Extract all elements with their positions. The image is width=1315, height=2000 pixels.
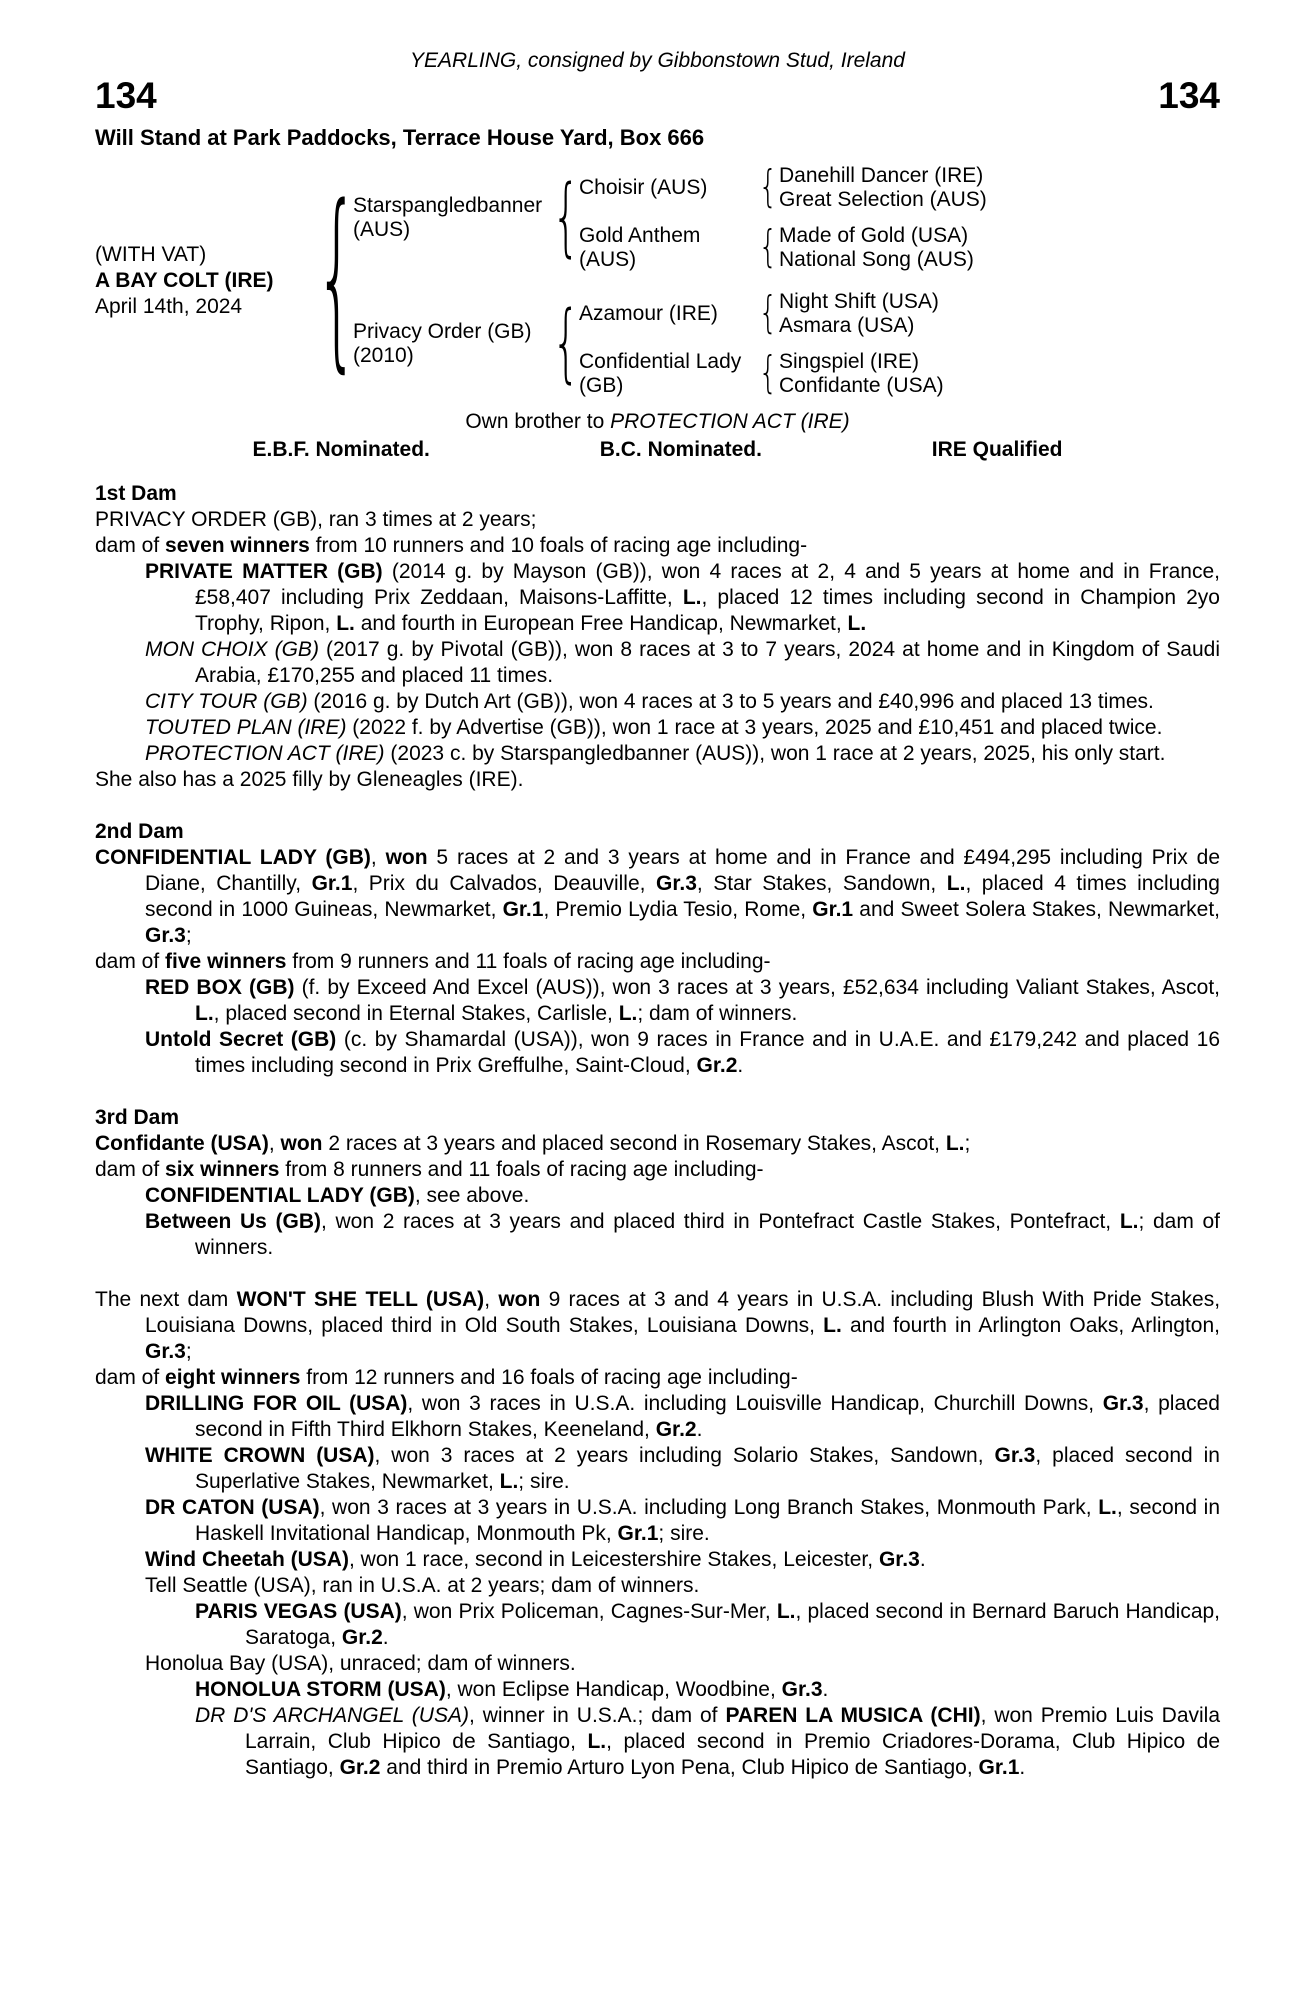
catalog-paragraph xyxy=(95,1703,1220,1781)
plain-text: and third in Premio Arturo Lyon Pena, Club Hipico de Santiago, xyxy=(380,1756,979,1779)
bold-text: Gr.1 xyxy=(502,898,544,921)
brace-glyph: { xyxy=(758,161,778,213)
grandsire-name: Azamour (IRE) xyxy=(579,302,718,325)
bold-text: Gr.1 xyxy=(978,1756,1020,1779)
catalog-paragraph xyxy=(95,559,1220,637)
catalog-paragraph xyxy=(95,1391,1220,1443)
catalog-paragraph xyxy=(95,1651,1220,1677)
bold-text: L. xyxy=(682,586,702,609)
section-next-dam xyxy=(95,1287,1220,1781)
plain-text: (2022 f. by Advertise (GB)), won 1 race at 3 years, 2025 and £10,451 and placed twice. xyxy=(346,716,1163,739)
bold-text: L. xyxy=(618,1002,638,1025)
pedigree-brace-icon xyxy=(757,289,779,339)
great-grandparents xyxy=(779,164,997,212)
great-granddam-name: National Song (AUS) xyxy=(779,248,974,271)
own-brother-prefix: Own brother to xyxy=(465,410,611,433)
plain-text: . xyxy=(382,1626,389,1649)
plain-text: . xyxy=(737,1054,744,1077)
catalog-paragraph xyxy=(95,949,1220,975)
plain-text: , placed 12 times including second in Champion 2yo Trophy, Ripon, xyxy=(195,586,1220,635)
grandsire-name: Choisir (AUS) xyxy=(579,176,708,199)
plain-text: , xyxy=(370,846,386,869)
bold-text: Gr.2 xyxy=(341,1626,383,1649)
brace-glyph: { xyxy=(758,347,778,399)
nomination-bc: B.C. Nominated. xyxy=(599,438,762,461)
granddam-block xyxy=(579,349,997,399)
own-brother-line xyxy=(95,409,1220,435)
stand-location-line: Will Stand at Park Paddocks, Terrace House Yard, Box 666 xyxy=(95,125,705,150)
bold-text: Between Us (GB) xyxy=(145,1210,322,1233)
bold-text: L. xyxy=(195,1002,214,1025)
grandsire-block xyxy=(579,163,997,213)
catalog-paragraph xyxy=(95,1443,1220,1495)
plain-text: ; dam of winners. xyxy=(637,1002,798,1025)
pedigree-tree xyxy=(353,163,997,399)
plain-text: from 8 runners and 11 foals of racing age including- xyxy=(279,1158,764,1181)
plain-text: and fourth in Arlington Oaks, Arlington, xyxy=(841,1314,1220,1337)
bold-text: six winners xyxy=(165,1158,280,1181)
plain-text: The next dam xyxy=(95,1288,237,1311)
bold-text: Gr.3 xyxy=(145,1340,186,1363)
plain-text: ; xyxy=(964,1132,971,1155)
bold-text: Gr.3 xyxy=(145,924,186,947)
colt-info xyxy=(95,242,321,320)
plain-text: ; dam of winners. xyxy=(195,1210,1221,1259)
plain-text: (c. by Shamardal (USA)), won 9 races in France and in U.A.E. and £179,242 and placed 16 times including second in Prix Greffulhe, Saint-Cloud, xyxy=(195,1028,1221,1077)
plain-text: Tell Seattle (USA), ran in U.S.A. at 2 years; dam of winners. xyxy=(145,1574,700,1597)
bold-text: seven winners xyxy=(165,534,310,557)
catalog-paragraph xyxy=(95,1131,1220,1157)
bold-text: L. xyxy=(499,1470,519,1493)
brace-glyph: { xyxy=(552,167,580,267)
dam-branch xyxy=(353,289,997,399)
plain-text: , winner in U.S.A.; dam of xyxy=(468,1704,726,1727)
plain-text: , won 3 races in U.S.A. including Louisville Handicap, Churchill Downs, xyxy=(407,1392,1103,1415)
section-heading: 3rd Dam xyxy=(95,1106,180,1129)
bold-text: Confidante (USA) xyxy=(95,1132,269,1155)
plain-text: dam of xyxy=(95,534,166,557)
catalog-paragraph xyxy=(95,1287,1220,1365)
bold-text: DRILLING FOR OIL (USA) xyxy=(145,1392,408,1415)
bold-text: Gr.2 xyxy=(339,1756,381,1779)
bold-text: RED BOX (GB) xyxy=(145,976,295,999)
section-1st-dam xyxy=(95,481,1220,793)
brace-glyph: { xyxy=(758,287,778,339)
catalog-paragraph xyxy=(95,1599,1220,1651)
catalog-paragraph xyxy=(95,767,1220,793)
great-granddam-name: Asmara (USA) xyxy=(779,314,915,337)
plain-text: . xyxy=(696,1418,703,1441)
brace-glyph: { xyxy=(315,167,359,393)
sire-branch xyxy=(353,163,997,273)
plain-text: , placed second in Bernard Baruch Handicap, Saratoga, xyxy=(245,1600,1221,1649)
pedigree-brace-icon xyxy=(757,163,779,213)
plain-text: , second in Haskell Invitational Handicap, Monmouth Pk, xyxy=(195,1496,1220,1545)
bold-text: won xyxy=(498,1288,541,1311)
bold-text: Gr.3 xyxy=(1102,1392,1144,1415)
plain-text: from 10 runners and 10 foals of racing age including- xyxy=(309,534,808,557)
plain-text: , xyxy=(484,1288,499,1311)
great-grandparents xyxy=(779,290,997,338)
section-heading: 1st Dam xyxy=(95,482,177,505)
catalog-paragraph xyxy=(95,637,1220,689)
plain-text: , placed second in Premio Criadores-Dorama, Club Hipico de Santiago, xyxy=(245,1730,1220,1779)
lot-number-right: 134 xyxy=(1158,75,1220,116)
plain-text: (2017 g. by Pivotal (GB)), won 8 races at 3 to 7 years, 2024 at home and in Kingdom of Saudi Arabia, £170,255 and placed 11 times. xyxy=(195,638,1220,687)
plain-text: Honolua Bay (USA), unraced; dam of winners. xyxy=(145,1652,576,1675)
bold-text: Gr.1 xyxy=(311,872,353,895)
plain-text: ; xyxy=(185,1340,192,1363)
plain-text: 2 races at 3 years and placed second in Rosemary Stakes, Ascot, xyxy=(322,1132,946,1155)
plain-text: . xyxy=(1019,1756,1026,1779)
bold-text: L. xyxy=(336,612,355,635)
italic-text: MON CHOIX (GB) xyxy=(145,638,319,661)
plain-text: , won Prix Policeman, Cagnes-Sur-Mer, xyxy=(401,1600,777,1623)
grandsire-block xyxy=(579,289,997,339)
bold-text: won xyxy=(280,1132,323,1155)
bold-text: Gr.3 xyxy=(878,1548,920,1571)
catalog-paragraph xyxy=(95,507,1220,533)
plain-text: (f. by Exceed And Excel (AUS)), won 3 races at 3 years, £52,634 including Valiant Stakes, Ascot, xyxy=(294,976,1220,999)
catalog-paragraph xyxy=(95,1209,1220,1261)
bold-text: Wind Cheetah (USA) xyxy=(145,1548,349,1571)
bold-text: Gr.3 xyxy=(781,1678,823,1701)
pedigree-brace-icon xyxy=(757,223,779,273)
bold-text: won xyxy=(385,846,428,869)
brace-glyph: { xyxy=(758,221,778,273)
section-paragraphs xyxy=(95,1131,1220,1261)
brace-glyph: { xyxy=(552,293,580,393)
plain-text: PRIVACY ORDER (GB), ran 3 times at 2 years; xyxy=(95,508,537,531)
sire-parents xyxy=(579,163,997,273)
section-paragraphs xyxy=(95,845,1220,1079)
plain-text: , won 1 race, second in Leicestershire Stakes, Leicester, xyxy=(348,1548,879,1571)
catalog-paragraph xyxy=(95,1157,1220,1183)
plain-text: , won 2 races at 3 years and placed third in Pontefract Castle Stakes, Pontefract, xyxy=(321,1210,1120,1233)
plain-text: dam of xyxy=(95,1158,166,1181)
plain-text: , xyxy=(268,1132,281,1155)
plain-text: 9 races at 3 and 4 years in U.S.A. including Blush With Pride Stakes, Louisiana Downs, placed third in Old South Stakes, Louisiana Downs, xyxy=(145,1288,1221,1337)
bold-text: Gr.1 xyxy=(812,898,854,921)
nomination-ebf: E.B.F. Nominated. xyxy=(252,438,430,461)
plain-text: , won Eclipse Handicap, Woodbine, xyxy=(445,1678,782,1701)
plain-text: , placed second in Fifth Third Elkhorn Stakes, Keeneland, xyxy=(195,1392,1220,1441)
pedigree-brace-icon xyxy=(553,166,579,270)
bold-text: five winners xyxy=(165,950,287,973)
bold-text: Gr.3 xyxy=(656,872,697,895)
plain-text: . xyxy=(822,1678,829,1701)
section-2nd-dam xyxy=(95,819,1220,1079)
bold-text: WON'T SHE TELL (USA) xyxy=(236,1288,485,1311)
great-grandsire-name: Singspiel (IRE) xyxy=(779,350,920,373)
bold-text: Gr.3 xyxy=(994,1444,1036,1467)
italic-text: DR D'S ARCHANGEL (USA) xyxy=(195,1704,469,1727)
plain-text: , won 3 races at 2 years including Solario Stakes, Sandown, xyxy=(374,1444,995,1467)
plain-text: , Premio Lydia Tesio, Rome, xyxy=(543,898,813,921)
catalog-paragraph xyxy=(95,975,1220,1027)
catalog-paragraph xyxy=(95,1183,1220,1209)
italic-text: TOUTED PLAN (IRE) xyxy=(145,716,347,739)
sire-name: Starspangledbanner (AUS) xyxy=(353,194,543,241)
catalog-paragraph xyxy=(95,741,1220,767)
plain-text: , placed second in Eternal Stakes, Carlisle, xyxy=(213,1002,619,1025)
pedigree-brace-icon xyxy=(553,292,579,396)
bold-text: CONFIDENTIAL LADY (GB) xyxy=(95,846,371,869)
bold-text: L. xyxy=(823,1314,842,1337)
great-grandsire-name: Night Shift (USA) xyxy=(779,290,939,313)
plain-text: ; xyxy=(185,924,192,947)
bold-text: L. xyxy=(587,1730,607,1753)
bold-text: eight winners xyxy=(165,1366,301,1389)
great-grandsire-name: Danehill Dancer (IRE) xyxy=(779,164,984,187)
granddam-block xyxy=(579,223,997,273)
pedigree-table xyxy=(95,163,1220,399)
great-granddam-name: Great Selection (AUS) xyxy=(779,188,987,211)
bold-text: PARIS VEGAS (USA) xyxy=(195,1600,402,1623)
bold-text: L. xyxy=(776,1600,796,1623)
plain-text: . xyxy=(919,1548,926,1571)
dam-name: Privacy Order (GB) (2010) xyxy=(353,320,532,367)
section-paragraphs xyxy=(95,1287,1220,1781)
lot-number-row xyxy=(95,76,1220,116)
pedigree-brace-icon xyxy=(315,167,359,395)
bold-text: Untold Secret (GB) xyxy=(145,1028,337,1051)
with-vat-label: (WITH VAT) xyxy=(95,243,207,266)
plain-text: , placed 4 times including second in 1000 Guineas, Newmarket, xyxy=(145,872,1220,921)
catalog-paragraph xyxy=(95,1027,1220,1079)
plain-text: (2016 g. by Dutch Art (GB)), won 4 races at 3 to 5 years and £40,996 and placed 13 times. xyxy=(307,690,1154,713)
bold-text: L. xyxy=(1119,1210,1139,1233)
catalog-paragraph xyxy=(95,533,1220,559)
great-grandsire-name: Made of Gold (USA) xyxy=(779,224,969,247)
plain-text: ; sire. xyxy=(518,1470,570,1493)
bold-text: Gr.2 xyxy=(655,1418,697,1441)
pedigree-details xyxy=(95,481,1220,1781)
consignor-line: YEARLING, consigned by Gibbonstown Stud, Ireland xyxy=(410,49,905,72)
plain-text: (2023 c. by Starspangledbanner (AUS)), won 1 race at 2 years, 2025, his only start. xyxy=(384,742,1166,765)
plain-text: and Sweet Solera Stakes, Newmarket, xyxy=(853,898,1220,921)
plain-text: (2014 g. by Mayson (GB)), won 4 races at 2, 4 and 5 years at home and in France, £58,407 including Prix Zeddaan, Maisons-Laffitte, xyxy=(195,560,1220,609)
plain-text: 5 races at 2 and 3 years at home and in France and £494,295 including Prix de Diane, Chantilly, xyxy=(145,846,1221,895)
bold-text: WHITE CROWN (USA) xyxy=(145,1444,375,1467)
bold-text: Gr.2 xyxy=(696,1054,738,1077)
plain-text: She also has a 2025 filly by Gleneagles (IRE). xyxy=(95,768,524,791)
bold-text: L. xyxy=(1098,1496,1117,1519)
pedigree-brace-icon xyxy=(757,349,779,399)
bold-text: L. xyxy=(847,612,867,635)
bold-text: DR CATON (USA) xyxy=(145,1496,320,1519)
nomination-ire-qualified: IRE Qualified xyxy=(931,438,1063,461)
plain-text: from 9 runners and 11 foals of racing age including- xyxy=(286,950,771,973)
nominations-line xyxy=(253,436,1063,463)
catalog-paragraph xyxy=(95,689,1220,715)
plain-text: , Star Stakes, Sandown, xyxy=(696,872,947,895)
catalog-paragraph xyxy=(95,845,1220,949)
plain-text: and fourth in European Free Handicap, Newmarket, xyxy=(354,612,848,635)
plain-text: , won Premio Luis Davila Larrain, Club Hipico de Santiago, xyxy=(245,1704,1221,1753)
catalog-paragraph xyxy=(95,1547,1220,1573)
plain-text: , see above. xyxy=(414,1184,530,1207)
bold-text: L. xyxy=(945,1132,965,1155)
own-brother-name: PROTECTION ACT (IRE) xyxy=(610,410,850,433)
plain-text: dam of xyxy=(95,1366,166,1389)
section-3rd-dam xyxy=(95,1105,1220,1261)
catalog-paragraph xyxy=(95,1677,1220,1703)
plain-text: , won 3 races at 3 years in U.S.A. including Long Branch Stakes, Monmouth Park, xyxy=(319,1496,1099,1519)
plain-text: ; sire. xyxy=(658,1522,710,1545)
plain-text: dam of xyxy=(95,950,166,973)
bold-text: L. xyxy=(946,872,966,895)
bold-text: PAREN LA MUSICA (CHI) xyxy=(725,1704,981,1727)
catalog-paragraph xyxy=(95,1573,1220,1599)
catalog-paragraph xyxy=(95,715,1220,741)
plain-text: from 12 runners and 16 foals of racing age including- xyxy=(300,1366,798,1389)
catalog-paragraph xyxy=(95,1365,1220,1391)
granddam-name: Gold Anthem (AUS) xyxy=(579,224,701,271)
section-heading: 2nd Dam xyxy=(95,820,184,843)
bold-text: PRIVATE MATTER (GB) xyxy=(145,560,383,583)
lot-number-left: 134 xyxy=(95,75,157,116)
foal-date: April 14th, 2024 xyxy=(95,295,243,318)
section-paragraphs xyxy=(95,507,1220,793)
dam-parents xyxy=(579,289,997,399)
italic-text: PROTECTION ACT (IRE) xyxy=(145,742,385,765)
granddam-name: Confidential Lady (GB) xyxy=(579,350,742,397)
great-grandparents xyxy=(779,224,997,272)
bold-text: Gr.1 xyxy=(617,1522,659,1545)
plain-text: , Prix du Calvados, Deauville, xyxy=(352,872,657,895)
plain-text: , placed second in Superlative Stakes, Newmarket, xyxy=(195,1444,1220,1493)
bold-text: CONFIDENTIAL LADY (GB) xyxy=(145,1184,415,1207)
italic-text: CITY TOUR (GB) xyxy=(145,690,308,713)
great-granddam-name: Confidante (USA) xyxy=(779,374,944,397)
bold-text: HONOLUA STORM (USA) xyxy=(195,1678,446,1701)
catalog-paragraph xyxy=(95,1495,1220,1547)
colt-name: A BAY COLT (IRE) xyxy=(95,269,274,292)
great-grandparents xyxy=(779,350,997,398)
